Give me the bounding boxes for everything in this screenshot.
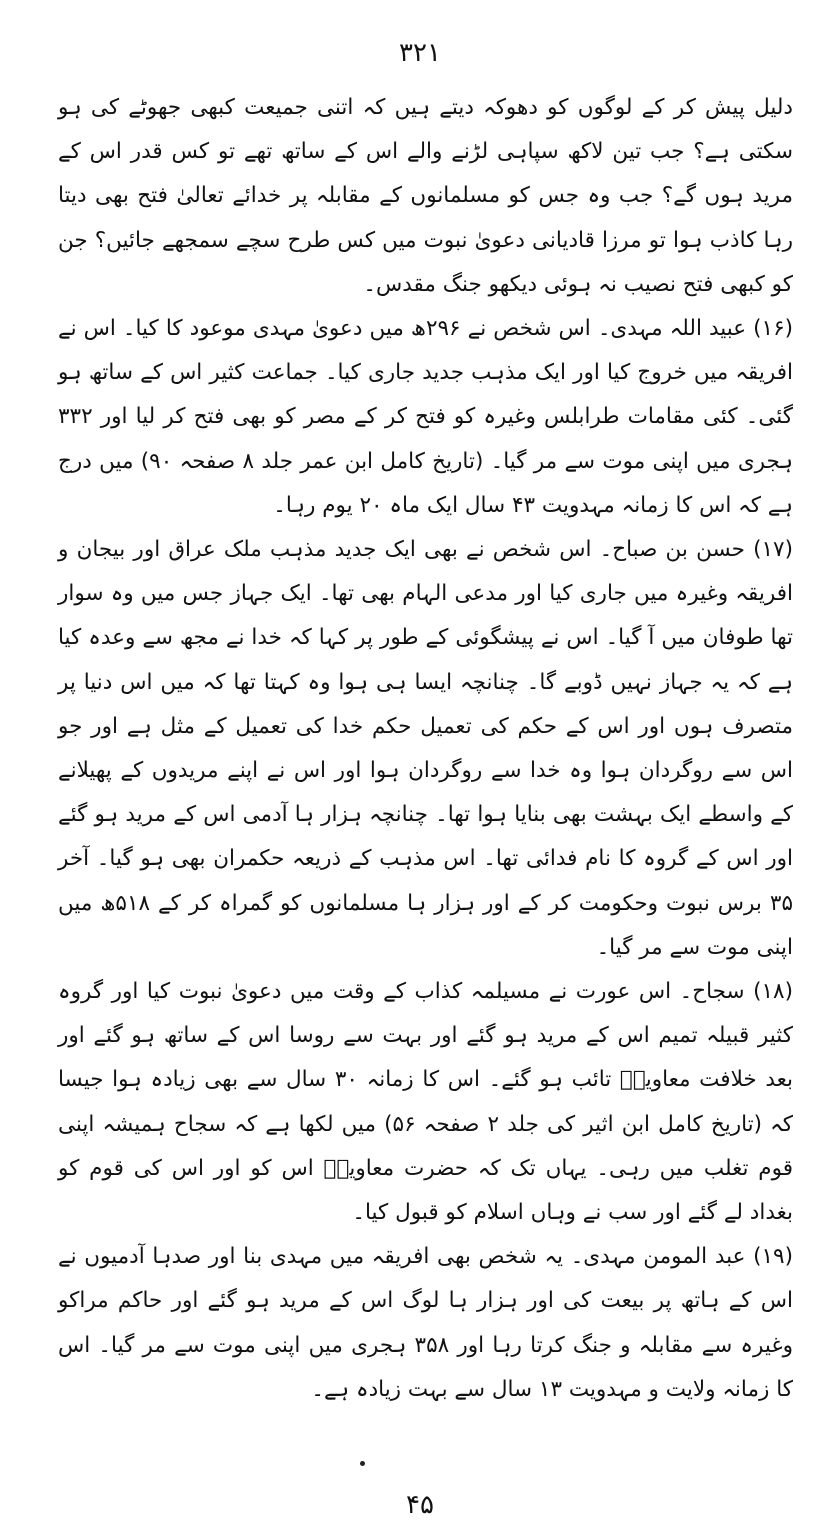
page-number-footer: ۴۵ — [406, 1490, 434, 1520]
paragraph-16-ubaidullah-mahdi: (۱۶) عبید اللہ مہدی۔ اس شخص نے ۲۹۶ھ میں دعویٰ مہدی موعود کا کیا۔ اس نے افریقہ میں خروج کیا اور ایک مذہب جدید جاری کیا۔ جماعت کثیر اس کے ساتھ ہو گئی۔ کئی مقامات طرابلس وغیرہ کو فتح کر کے مصر کو بھی فتح کر لیا اور ۳۳۲ ہجری میں اپنی موت سے مر گیا۔ (تاریخ کامل ابن عمر جلد ۸ صفحہ ۹۰) میں درج ہے کہ اس کا زمانہ مہدویت ۴۳ سال ایک ماہ ۲۰ یوم رہا۔ — [58, 316, 794, 518]
page-number-header: ۳۲۱ — [399, 38, 441, 68]
paragraph-18-sajah: (۱۸) سجاح۔ اس عورت نے مسیلمہ کذاب کے وقت میں دعویٰ نبوت کیا اور گروہ کثیر قبیلہ تمیم اس کے مرید ہو گئے اور بہت سے روسا اس کے ساتھ ہو گئے اور بعد خلافت معاویہؓ تائب ہو گئے۔ اس کا زمانہ ۳۰ سال سے بھی زیادہ ہوا جیسا کہ (تاریخ کامل ابن اثیر کی جلد ۲ صفحہ ۵۶) میں لکھا ہے کہ سجاح ہمیشہ اپنی قوم تغلب میں رہی۔ یہاں تک کہ حضرت معاویہؓ اس کو اور اس کی قوم کو بغداد لے گئے اور سب نے وہاں اسلام کو قبول کیا۔ — [58, 979, 793, 1226]
ink-dot — [360, 1461, 365, 1466]
paragraph-17-hasan-bin-sabbah: (۱۷) حسن بن صباح۔ اس شخص نے بھی ایک جدید مذہب ملک عراق اور بیجان و افریقہ وغیرہ میں جاری کیا اور مدعی الہام بھی تھا۔ ایک جہاز جس میں وہ سوار تھا طوفان میں آ گیا۔ اس نے پیشگوئی کے طور پر کہا کہ خدا نے مجھ سے وعدہ کیا ہے کہ یہ جہاز نہیں ڈوبے گا۔ چنانچہ ایسا ہی ہوا وہ کہتا تھا کہ میں اس دنیا پر متصرف ہوں اور اس کے حکم کی تعمیل حکم خدا کی تعمیل کے مثل ہے اور جو اس سے روگردان ہوا وہ خدا سے روگردان ہوا اور اس نے اپنے مریدوں کے پھیلانے کے واسطے ایک بہشت بھی بنایا ہوا تھا۔ چنانچہ ہزار ہا آدمی اس کے مرید ہو گئے اور اس کے گروہ کا نام فدائی تھا۔ اس مذہب کے ذریعہ حکمران بھی ہو گیا۔ آخر ۳۵ برس نبوت وحکومت کر کے اور ہزار ہا مسلمانوں کو گمراہ کر کے ۵۱۸ھ میں اپنی موت سے مر گیا۔ — [58, 537, 793, 960]
page-body-text — [58, 86, 793, 1412]
paragraph-19-abdul-momin-mahdi: (۱۹) عبد المومن مہدی۔ یہ شخص بھی افریقہ میں مہدی بنا اور صدہا آدمیوں نے اس کے ہاتھ پر بیعت کی اور ہزار ہا لوگ اس کے مرید ہو گئے اور حاکم مراکو وغیرہ سے مقابلہ و جنگ کرتا رہا اور ۳۵۸ ہجری میں اپنی موت سے مر گیا۔ اس کا زمانہ ولایت و مہدویت ۱۳ سال سے بہت زیادہ ہے۔ — [58, 1244, 793, 1402]
paragraph-intro: دلیل پیش کر کے لوگوں کو دھوکہ دیتے ہیں کہ اتنی جمیعت کبھی جھوٹے کی ہو سکتی ہے؟ جب تین لاکھ سپاہی لڑنے والے اس کے ساتھ تھے تو کس قدر اس کے مرید ہوں گے؟ جب وہ جس کو مسلمانوں کے مقابلہ پر خدائے تعالیٰ فتح بھی دیتا رہا کاذب ہوا تو مرزا قادیانی دعویٰ نبوت میں کس طرح سچے سمجھے جائیں؟ جن کو کبھی فتح نصیب نہ ہوئی دیکھو جنگ مقدس۔ — [58, 95, 793, 297]
